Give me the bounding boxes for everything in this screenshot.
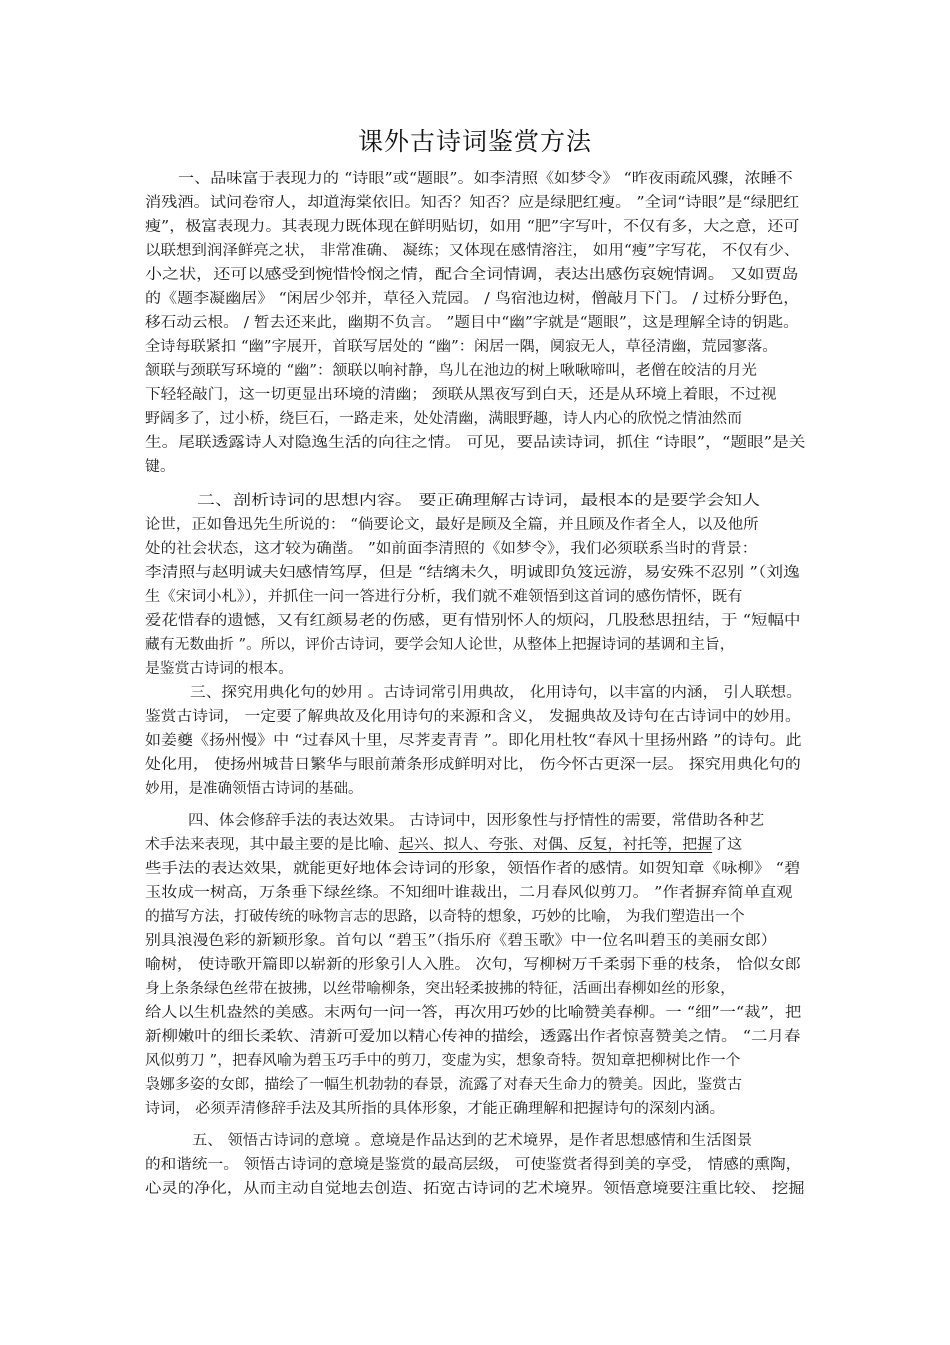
text-line: 野阔多了，过小桥，绕巨石，一路走来，处处清幽，满眼野趣，诗人内心的欣悦之情油然而 <box>145 411 742 427</box>
document-title: 课外古诗词鉴赏方法 <box>357 127 592 156</box>
text-line: 李清照与赵明诚夫妇感情笃厚，但是 “结缡未久，明诚即负笈远游，易安殊不忍别 ”（刘逸 <box>145 565 800 581</box>
text-line: 别具浪漫色彩的新颖形象。首句以 “碧玉”（指乐府《碧玉歌》中一位名叫碧玉的美丽女郎） <box>145 933 777 949</box>
text-line: 瘦”，极富表现力。其表现力既体现在鲜明贴切，如用 “肥”字写叶，不仅有多，大之意，还可 <box>145 219 800 235</box>
text-line: 键。 <box>145 459 176 475</box>
text-line: 的描写方法，打破传统的咏物言志的思路，以奇特的想象，巧妙的比喻， 为我们塑造出一个 <box>145 909 745 925</box>
text-line: 风似剪刀 ”，把春风喻为碧玉巧手中的剪刀，变虚为实，想象奇特。贺知章把柳树比作一个 <box>145 1053 741 1069</box>
text-line: 诗词， 必须弄清修辞手法及其所指的具体形象，才能正确理解和把握诗句的深刻内涵。 <box>145 1101 725 1117</box>
text-line: 玉妆成一树高，万条垂下绿丝绦。不知细叶谁裁出，二月春风似剪刀。 ”作者摒弃简单直观 <box>145 885 793 901</box>
text-line: 三、探究用典化句的妙用 。古诗词常引用典故， 化用诗句，以丰富的内涵， 引人联想。 <box>190 685 802 701</box>
text-line: 以联想到润泽鲜亮之状， 非常准确、 凝练；又体现在感情溶注， 如用“瘦”字写花， 不仅有少、 <box>145 243 800 259</box>
text-line: 下轻轻敲门，这一切更显出环境的清幽； 颈联从黑夜写到白天，还是从环境上着眼，不过视 <box>145 387 777 403</box>
text-line: 处的社会状态，这才较为确凿。 ”如前面李清照的《如梦令》，我们必须联系当时的背景： <box>145 541 758 557</box>
text-line: 五、 领悟古诗词的意境 。意境是作品达到的艺术境界，是作者思想感情和生活图景 <box>192 1133 753 1149</box>
text-line: 袅娜多姿的女郎，描绘了一幅生机勃勃的春景，流露了对春天生命力的赞美。因此，鉴赏古 <box>145 1077 742 1093</box>
text-line: 喻树， 使诗歌开篇即以崭新的形象引人入胜。 次句，写柳树万千柔弱下垂的枝条， 恰似女郎 <box>145 957 801 973</box>
text-line: 消残酒。试问卷帘人，却道海棠依旧。知否？知否？应是绿肥红瘦。 ”全词“诗眼”是“绿肥红 <box>145 195 800 211</box>
text-line: 四、体会修辞手法的表达效果。 古诗词中，因形象性与抒情性的需要，常借助各种艺 <box>188 813 765 829</box>
text-line: 爱花惜春的遗憾，又有红颜易老的伤感，更有惜别怀人的烦闷，几股愁思扭结，于 “短幅中 <box>145 613 801 629</box>
text-line: 藏有无数曲折 ”。所以，评价古诗词，要学会知人论世，从整体上把握诗词的基调和主旨， <box>145 637 735 653</box>
text-line: 鉴赏古诗词， 一定要了解典故及化用诗句的来源和含义， 发掘典故及诗句在古诗词中的妙用。 <box>145 709 801 725</box>
text-line: 小之状，还可以感受到惋惜怜悯之情，配合全词情调，表达出感伤哀婉情调。 又如贾岛 <box>145 267 799 283</box>
text-line: 新柳嫩叶的细长柔软、清新可爱加以精心传神的描绘，透露出作者惊喜赞美之情。 “二月春 <box>145 1029 801 1045</box>
text-line: 些手法的表达效果，就能更好地体会诗词的形象，领悟作者的感情。如贺知章《咏柳》 “碧 <box>145 861 801 877</box>
text-line: 的《题李凝幽居》 “闲居少邻并，草径入荒园。 / 鸟宿池边树，僧敲月下门。 / 过桥分野色， <box>145 291 800 307</box>
text-line: 身上条条绿色丝带在披拂，以丝带喻柳条，突出轻柔披拂的特征，活画出春柳如丝的形象， <box>145 981 735 997</box>
text-line: 如姜夔《扬州慢》中 “过春风十里，尽荠麦青青 ”。即化用杜牧“春风十里扬州路 ”的诗句。此 <box>145 733 802 749</box>
text-line: 一、品味富于表现力的 “诗眼”或“题眼”。如李清照《如梦令》 “昨夜雨疏风骤，浓睡不 <box>178 171 793 187</box>
text-line: 移石动云根。 / 暂去还来此，幽期不负言。 ”题目中“幽”字就是“题眼”，这是理解全诗的钥匙。 <box>145 315 799 331</box>
text-line: 给人以生机盎然的美感。末两句一问一答，再次用巧妙的比喻赞美春柳。一 “细”一“裁”，把 <box>145 1005 802 1021</box>
text-line: 处化用， 使扬州城昔日繁华与眼前萧条形成鲜明对比， 伤今怀古更深一层。 探究用典化句的 <box>145 757 801 773</box>
text-line: 的和谐统一。 领悟古诗词的意境是鉴赏的最高层级， 可使鉴赏者得到美的享受， 情感的熏陶， <box>145 1157 802 1173</box>
text-line: 是鉴赏古诗词的根本。 <box>145 661 294 677</box>
text-line: 生。尾联透露诗人对隐逸生活的向往之情。 可见，要品读诗词，抓住 “诗眼”，“题眼”是关 <box>145 435 806 451</box>
text-line: 二、剖析诗词的思想内容。 要正确理解古诗词，最根本的是要学会知人 <box>197 493 761 509</box>
text-line: 心灵的净化，从而主动自觉地去创造、拓宽古诗词的艺术境界。领悟意境要注重比较、 挖掘 <box>145 1181 805 1197</box>
text-line: 颔联与颈联写环境的 “幽”：颔联以响衬静，鸟儿在池边的树上啾啾啼叫，老僧在皎洁的月光 <box>145 363 757 379</box>
text-line: 论世，正如鲁迅先生所说的： “倘要论文，最好是顾及全篇，并且顾及作者全人，以及他所 <box>145 517 759 533</box>
text-line: 生《宋词小札》），并抓住一问一答进行分析，我们就不难领悟到这首词的感伤情怀，既有 <box>145 589 743 605</box>
text-line: 术手法来表现，其中最主要的是比喻、起兴、拟人、夸张、对偶、反复，衬托等，把握了这 <box>145 837 742 853</box>
underlined-phrase: 起兴、拟人、夸张、对偶、反复，衬托等，把握 <box>398 837 713 853</box>
text-line: 全诗每联紧扣 “幽”字展开，首联写居处的 “幽”：闲居一隅，阒寂无人，草径清幽，荒园寥落。 <box>145 339 778 355</box>
text-line: 妙用，是准确领悟古诗词的基础。 <box>145 781 363 797</box>
